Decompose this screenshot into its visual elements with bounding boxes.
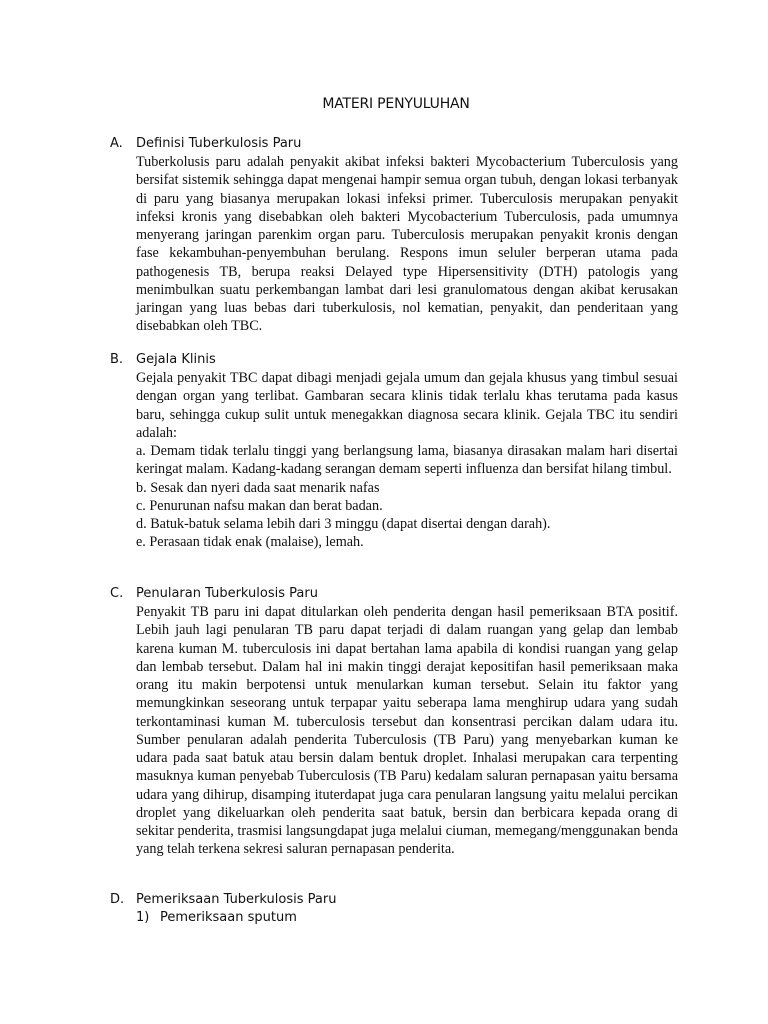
section-body (136, 603, 678, 859)
list-item: b. Sesak dan nyeri dada saat menarik nafas (136, 479, 380, 496)
list-item: c. Penurunan nafsu makan dan berat badan. (136, 497, 383, 514)
list-item: a. Demam tidak terlalu tinggi yang berlangsung lama, biasanya dirasakan malam hari disertai keringat malam. Kadang-kadang serangan demam seperti influenza dan bersifat hilang timbul. (136, 443, 678, 478)
section-penularan (110, 585, 690, 859)
paragraph: Gejala penyakit TBC dapat dibagi menjadi gejala umum dan gejala khusus yang timbul sesuai dengan organ yang terlibat. Gambaran secara klinis tidak terlalu khas terutama pada kasus baru, sehingga cukup sulit untuk menegakkan diagnosa secara klinik. Gejala TBC itu sendiri adalah: (136, 370, 678, 441)
document-title: MATERI PENYULUHAN (322, 96, 470, 112)
section-heading (110, 351, 690, 369)
paragraph: Tuberkolusis paru adalah penyakit akibat infeksi bakteri Mycobacterium Tuberculosis yang bersifat sistemik sehingga dapat mengenai hampir semua organ tubuh, dengan lokasi terbanyak di paru yang biasanya merupakan lokasi infeksi primer. Tuberculosis merupakan penyakit infeksi kronis yang disebabkan oleh bakteri Mycobacterium Tuberculosis, pada umumnya menyerang jaringan parenkim organ paru. Tuberculosis merupakan penyakit kronis dengan fase kekambuhan-penyembuhan berulang. Respons imun seluler berperan utama pada pathogenesis TB, berupa reaksi Delayed type Hipersensitivity (DTH) patologis yang menimbulkan suatu perkembangan lambat dari lesi granulomatous dengan akibat kerusakan jaringan yang luas bebas dari tuberkulosis, nol kematian, penyakit, dan penderitaan yang disebabkan oleh TBC. (136, 154, 678, 335)
section-body (136, 369, 678, 552)
section-heading (110, 135, 690, 153)
section-title: Pemeriksaan Tuberkulosis Paru (136, 892, 337, 907)
sub-item-label: Pemeriksaan sputum (160, 910, 297, 925)
section-letter: B. (110, 352, 124, 367)
section-title: Definisi Tuberkulosis Paru (136, 136, 302, 151)
sub-item-number: 1) (136, 910, 150, 925)
list-item: d. Batuk-batuk selama lebih dari 3 minggu (dapat disertai dengan darah). (136, 516, 551, 532)
section-heading (110, 585, 690, 603)
section-body (136, 153, 678, 336)
section-letter: A. (110, 136, 123, 151)
section-gejala-klinis (110, 351, 690, 552)
section-title: Gejala Klinis (136, 352, 216, 367)
section-heading (110, 891, 690, 909)
section-letter: C. (110, 586, 124, 601)
sub-list-item (136, 909, 690, 927)
section-title: Penularan Tuberkulosis Paru (136, 586, 318, 601)
section-letter: D. (110, 892, 125, 907)
paragraph: Penyakit TB paru ini dapat ditularkan oleh penderita dengan hasil pemeriksaan BTA positif. Lebih jauh lagi penularan TB paru dapat terjadi di dalam ruangan yang gelap dan lembab karena kuman M. tuberculosis ini dapat bertahan lama apabila di kondisi ruangan yang gelap dan lembab tersebut. Dalam hal ini makin tinggi derajat kepositifan hasil pemeriksaan maka orang itu makin berpotensi untuk menularkan kuman tersebut. Selain itu faktor yang memungkinkan seseorang untuk terpapar yaitu seberapa lama menghirup udara yang sudah terkontaminasi kuman M. tuberculosis tersebut dan konsentrasi percikan dalam udara itu. Sumber penularan adalah penderita Tuberculosis (TB Paru) yang menyebarkan kuman ke udara pada saat batuk atau bersin dalam bentuk droplet. Inhalasi merupakan cara terpenting masuknya kuman penyebab Tuberculosis (TB Paru) kedalam saluran pernapasan yaitu bersama udara yang dihirup, disamping ituterdapat juga cara penularan langsung yaitu melalui percikan droplet yang dikeluarkan oleh penderita saat batuk, bersin dan berbicara kepada orang di sekitar penderita, trasmisi langsungdapat juga melalui ciuman, memegang/menggunakan benda yang telah terkena sekresi saluran pernapasan penderita. (136, 604, 678, 858)
section-pemeriksaan (110, 891, 690, 927)
list-item: e. Perasaan tidak enak (malaise), lemah. (136, 534, 364, 551)
section-definisi (110, 135, 690, 336)
